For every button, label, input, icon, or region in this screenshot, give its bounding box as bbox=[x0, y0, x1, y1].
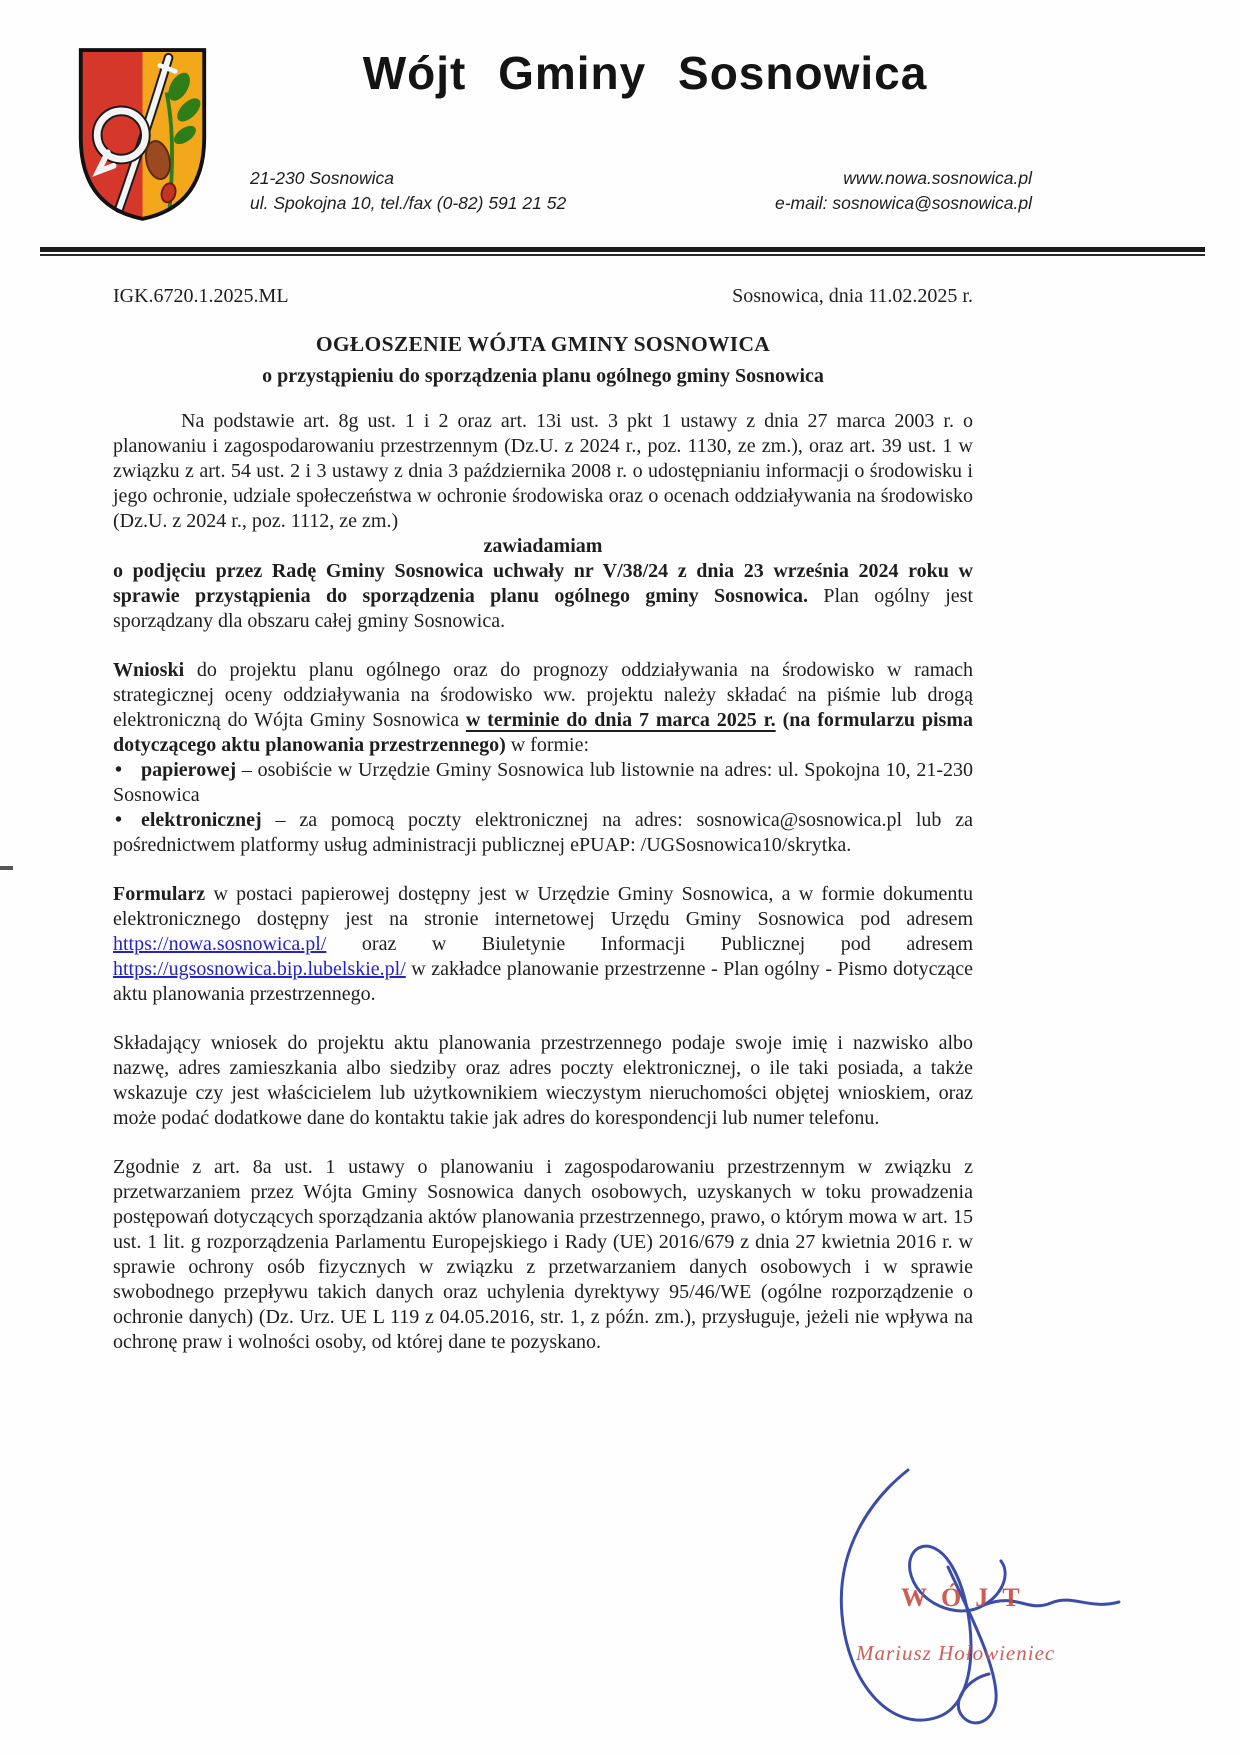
office-contact bbox=[775, 166, 1032, 216]
form-availability-lead: Formularz bbox=[113, 883, 206, 905]
bullet-paper-text: – osobiście w Urzędzie Gminy Sosnowica lub listownie na adres: ul. Spokojna 10, 21-230 Sosnowica bbox=[113, 759, 973, 806]
resolution-plain-text: Plan ogólny jest sporządzany dla obszaru całej gminy Sosnowica. bbox=[113, 585, 973, 632]
applicant-info-paragraph: Składający wniosek do projektu aktu planowania przestrzennego podaje swoje imię i nazwisko albo nazwę, adres zamieszkania albo siedziby oraz adres poczty elektronicznej, o ile taki posiada, a także wskazuje czy jest właścicielem lub użytkownikiem wieczystym nieruchomości objętej wnioskiem, oraz może podać dodatkowe dane do kontaktu takie jak adres do korespondencji lub numer telefonu. bbox=[113, 1032, 973, 1129]
submissions-tail: w formie: bbox=[505, 734, 590, 756]
submissions-form-note: (na formularzu pisma dotyczącego aktu planowania przestrzennego) bbox=[113, 709, 973, 756]
website-link-bip[interactable]: https://ugsosnowica.bip.lubelskie.pl/ bbox=[113, 958, 406, 980]
bullet-item-electronic bbox=[113, 808, 973, 858]
submissions-paragraph bbox=[113, 658, 973, 758]
notification-word: zawiadamiam bbox=[483, 535, 603, 557]
page-title: Wójt Gminy Sosnowica bbox=[362, 47, 928, 99]
submissions-lead: Wnioski bbox=[113, 659, 185, 681]
coat-of-arms-icon bbox=[75, 46, 210, 227]
address-line-street-phone: ul. Spokojna 10, tel./fax (0-82) 591 21 52 bbox=[250, 193, 567, 213]
bullet-item-paper bbox=[113, 758, 973, 808]
bullet-electronic-label: elektronicznej bbox=[141, 809, 262, 831]
document-body bbox=[113, 284, 973, 1355]
resolution-bold-text: o podjęciu przez Radę Gminy Sosnowica uchwały nr V/38/24 z dnia 23 września 2024 roku w sprawie przystąpienia do sporządzenia planu ogólnego gminy Sosnowica. bbox=[113, 560, 973, 607]
form-availability-paragraph bbox=[113, 882, 973, 1007]
reference-number: IGK.6720.1.2025.ML bbox=[113, 285, 289, 307]
header-rule bbox=[40, 247, 1205, 252]
signer-name-stamp: Mariusz Hołowieniec bbox=[856, 1641, 1056, 1665]
form-availability-part2: oraz w Biuletynie Informacji Publicznej pod adresem bbox=[326, 933, 973, 955]
bullet-electronic-text: – za pomocą poczty elektronicznej na adres: sosnowica@sosnowica.pl lub za pośrednictwem platformy usług administracji publicznej ePUAP: /UGSosnowica10/skrytka. bbox=[113, 809, 973, 856]
reference-row bbox=[113, 284, 973, 309]
shield-left-red bbox=[81, 50, 143, 219]
scan-edge-artifact bbox=[0, 866, 13, 870]
submissions-body: do projektu planu ogólnego oraz do prognozy oddziaływania na środowisko w ramach strategicznej oceny oddziaływania na środowisko ww. projektu należy składać na piśmie lub drogą elektroniczną do Wójta Gminy Sosnowica bbox=[113, 659, 973, 731]
form-availability-part3: w zakładce planowanie przestrzenne - Plan ogólny - Pismo dotyczące aktu planowania przestrzennego. bbox=[113, 958, 973, 1005]
office-address bbox=[250, 166, 566, 216]
email-text: e-mail: sosnowica@sosnowica.pl bbox=[774, 193, 1032, 213]
website-link-main[interactable]: https://nowa.sosnowica.pl/ bbox=[113, 933, 327, 955]
sosnowica-coat-of-arms bbox=[75, 46, 210, 222]
submission-deadline: w terminie do dnia 7 marca 2025 r. bbox=[465, 709, 776, 731]
signature-area bbox=[770, 1455, 1170, 1755]
resolution-paragraph bbox=[113, 559, 973, 634]
form-availability-part1: w postaci papierowej dostępny jest w Urzędzie Gminy Sosnowica, a w formie dokumentu elektronicznego dostępny jest na stronie internetowej Urzędu Gminy Sosnowica pod adresem bbox=[113, 883, 973, 930]
bullet-paper-label: papierowej bbox=[141, 759, 237, 781]
announcement-title: OGŁOSZENIE WÓJTA GMINY SOSNOWICA bbox=[315, 332, 771, 356]
announcement-subtitle: o przystąpieniu do sporządzenia planu ogólnego gminy Sosnowica bbox=[262, 365, 824, 387]
place-and-date: Sosnowica, dnia 11.02.2025 r. bbox=[732, 285, 973, 307]
website-text: www.nowa.sosnowica.pl bbox=[843, 168, 1032, 188]
legal-basis-paragraph: Na podstawie art. 8g ust. 1 i 2 oraz art. 13i ust. 3 pkt 1 ustawy z dnia 27 marca 2003 r. o planowaniu i zagospodarowaniu przestrzennym (Dz.U. z 2024 r., poz. 1130, ze zm.), oraz art. 39 ust. 1 w związku z art. 54 ust. 2 i 3 ustawy z dnia 3 października 2008 r. o udostępnianiu informacji o środowisku i jego ochronie, udziale społeczeństwa w ochronie środowiska oraz o ocenach oddziaływania na środowisko (Dz.U. z 2024 r., poz. 1112, ze zm.) bbox=[113, 410, 973, 532]
gdpr-paragraph: Zgodnie z art. 8a ust. 1 ustawy o planowaniu i zagospodarowaniu przestrzennym w związku z przetwarzaniem przez Wójta Gminy Sosnowica danych osobowych, uzyskanych w toku prowadzenia postępowań dotyczących sporządzania aktów planowania przestrzennego, prawo, o którym mowa w art. 15 ust. 1 lit. g rozporządzenia Parlamentu Europejskiego i Rady (UE) 2016/679 z dnia 27 kwietnia 2016 r. w sprawie ochrony osób fizycznych w związku z przetwarzaniem danych osobowych i w sprawie swobodnego przepływu takich danych oraz uchylenia dyrektywy 95/46/WE (ogólne rozporządzenie o ochronie danych) (Dz. Urz. UE L 119 z 04.05.2016, str. 1, z późn. zm.), przysługuje, jeżeli nie wpływa na ochronę praw i wolności osoby, od której dane te pozyskano. bbox=[113, 1156, 973, 1353]
header-rule-thin bbox=[40, 254, 1205, 256]
wojt-stamp: WÓJT bbox=[901, 1583, 1034, 1612]
address-line-city: 21-230 Sosnowica bbox=[250, 168, 394, 188]
